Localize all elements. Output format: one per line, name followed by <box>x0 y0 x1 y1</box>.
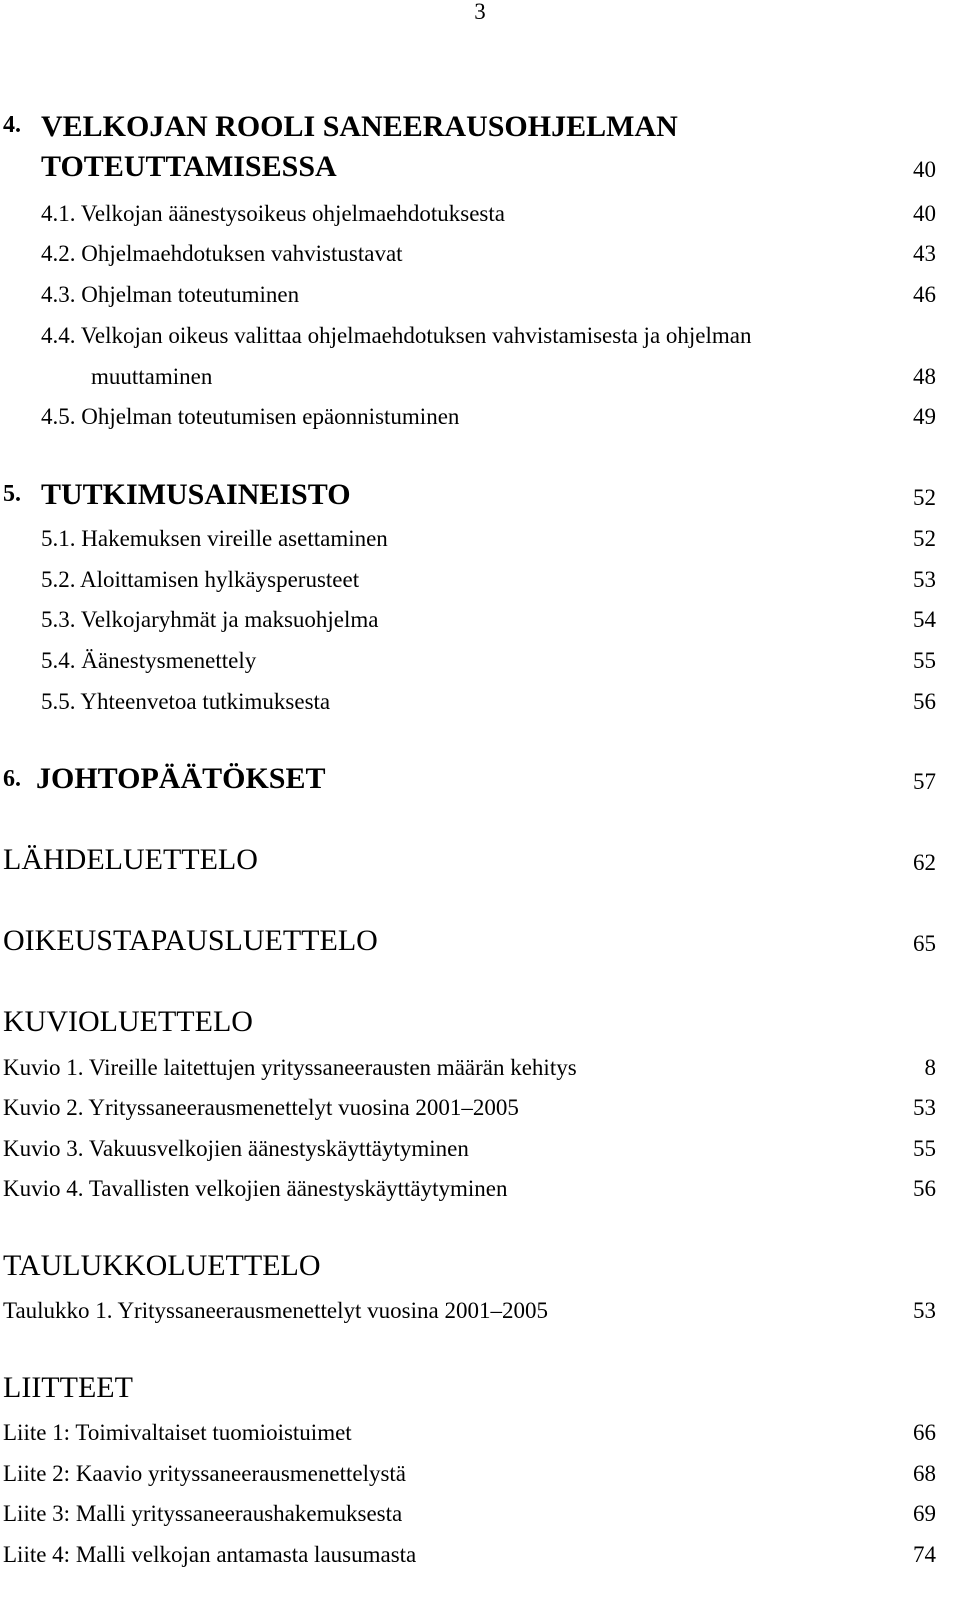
toc-page-number: 40 <box>913 157 936 182</box>
toc-section[interactable]: 4.1. Velkojan äänestysoikeus ohjelmaehdotuksesta 40 <box>41 201 936 226</box>
toc-page-number: 48 <box>913 364 936 389</box>
toc-chapter-number: 6. <box>3 766 21 792</box>
toc-page-number: 65 <box>913 931 936 956</box>
toc-table-entry[interactable]: Taulukko 1. Yrityssaneerausmenettelyt vuosina 2001–2005 53 <box>3 1298 936 1323</box>
toc-heading-sources[interactable]: LÄHDELUETTELO 62 <box>3 843 936 876</box>
toc-heading-appendices: LIITTEET <box>3 1371 133 1404</box>
toc-section[interactable]: 4.5. Ohjelman toteutumisen epäonnistuminen 49 <box>41 404 936 429</box>
toc-appendix-entry[interactable]: Liite 3: Malli yrityssaneeraushakemuksesta 69 <box>3 1501 936 1526</box>
toc-page-number: 55 <box>913 648 936 673</box>
toc-section-cont[interactable]: muuttaminen 48 <box>91 364 936 389</box>
toc-section[interactable]: 4.3. Ohjelman toteutuminen 46 <box>41 282 936 307</box>
toc-page-number: 52 <box>913 485 936 510</box>
toc-section[interactable]: 5.4. Äänestysmenettely 55 <box>41 648 936 673</box>
toc-chapter-title-cont[interactable]: TOTEUTTAMISESSA 40 <box>41 150 936 183</box>
toc-page-number: 54 <box>913 607 936 632</box>
toc-figure-entry[interactable]: Kuvio 2. Yrityssaneerausmenettelyt vuosina 2001–2005 53 <box>3 1095 936 1120</box>
toc-section[interactable]: 4.2. Ohjelmaehdotuksen vahvistustavat 43 <box>41 241 936 266</box>
toc-heading-tables: TAULUKKOLUETTELO <box>3 1249 321 1282</box>
toc-page-number: 74 <box>913 1542 936 1567</box>
toc-chapter-title[interactable]: VELKOJAN ROOLI SANEERAUSOHJELMAN <box>41 110 678 143</box>
toc-page-number: 46 <box>913 282 936 307</box>
toc-page-number: 66 <box>913 1420 936 1445</box>
page-number: 3 <box>474 0 486 24</box>
toc-appendix-entry[interactable]: Liite 4: Malli velkojan antamasta lausumasta 74 <box>3 1542 936 1567</box>
toc-page-number: 40 <box>913 201 936 226</box>
toc-figure-entry[interactable]: Kuvio 1. Vireille laitettujen yrityssaneerausten määrän kehitys 8 <box>3 1055 936 1080</box>
toc-heading-figures: KUVIOLUETTELO <box>3 1005 253 1038</box>
toc-page-number: 49 <box>913 404 936 429</box>
toc-section[interactable]: 5.3. Velkojaryhmät ja maksuohjelma 54 <box>41 607 936 632</box>
toc-page-number: 68 <box>913 1461 936 1486</box>
toc-chapter-number: 4. <box>3 112 21 138</box>
toc-appendix-entry[interactable]: Liite 1: Toimivaltaiset tuomioistuimet 66 <box>3 1420 936 1445</box>
toc-page-number: 53 <box>913 567 936 592</box>
toc-page-number: 69 <box>913 1501 936 1526</box>
toc-page-number: 56 <box>913 1176 936 1201</box>
toc-chapter-number: 5. <box>3 481 21 507</box>
toc-page-number: 43 <box>913 241 936 266</box>
toc-page-number: 57 <box>913 769 936 794</box>
toc-figure-entry[interactable]: Kuvio 3. Vakuusvelkojien äänestyskäyttäytyminen 55 <box>3 1136 936 1161</box>
toc-section[interactable]: 4.4. Velkojan oikeus valittaa ohjelmaehdotuksen vahvistamisesta ja ohjelman <box>41 323 752 348</box>
toc-page-number: 52 <box>913 526 936 551</box>
toc-section[interactable]: 5.1. Hakemuksen vireille asettaminen 52 <box>41 526 936 551</box>
toc-section[interactable]: 5.2. Aloittamisen hylkäysperusteet 53 <box>41 567 936 592</box>
toc-page-number: 8 <box>924 1055 936 1080</box>
toc-section[interactable]: 5.5. Yhteenvetoa tutkimuksesta 56 <box>41 689 936 714</box>
toc-chapter-title[interactable]: JOHTOPÄÄTÖKSET 57 <box>36 762 936 795</box>
toc-page-number: 56 <box>913 689 936 714</box>
toc-appendix-entry[interactable]: Liite 2: Kaavio yrityssaneerausmenettelystä 68 <box>3 1461 936 1486</box>
toc-page-number: 62 <box>913 850 936 875</box>
toc-page-number: 53 <box>913 1095 936 1120</box>
toc-page-number: 53 <box>913 1298 936 1323</box>
toc-figure-entry[interactable]: Kuvio 4. Tavallisten velkojien äänestyskäyttäytyminen 56 <box>3 1176 936 1201</box>
toc-heading-cases[interactable]: OIKEUSTAPAUSLUETTELO 65 <box>3 924 936 957</box>
toc-page-number: 55 <box>913 1136 936 1161</box>
toc-chapter-title[interactable]: TUTKIMUSAINEISTO 52 <box>41 478 936 511</box>
